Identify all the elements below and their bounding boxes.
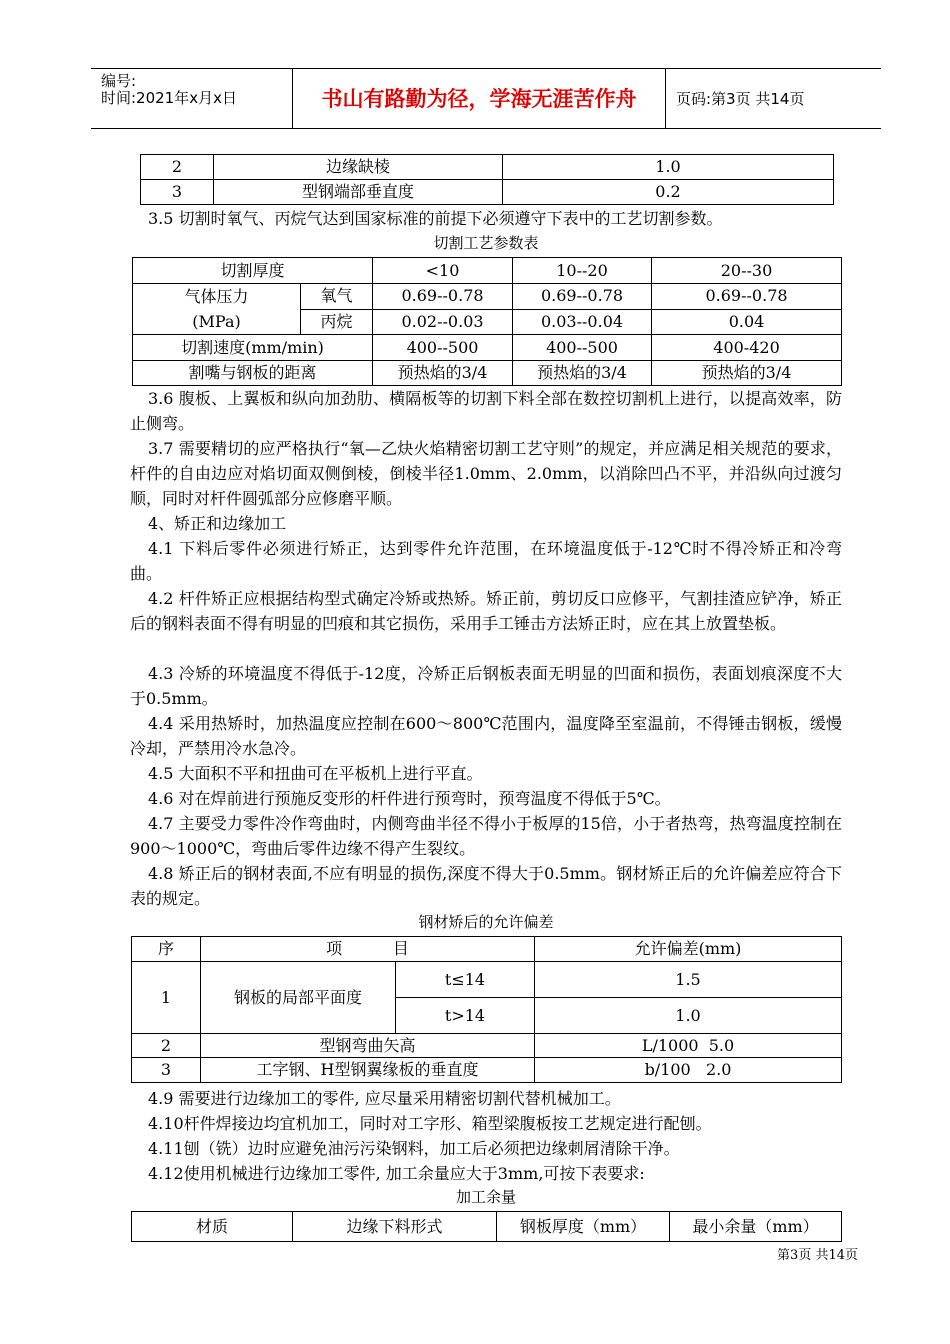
range-header: 10--20 (513, 258, 652, 284)
row-value: 0.2 (503, 180, 834, 205)
oxygen-value: 0.69--0.78 (513, 284, 652, 310)
paragraph-4-7: 4.7 主要受力零件冷作弯曲时，内侧弯曲半径不得小于板厚的15倍，小于者热弯，热弯温度控制在900～1000℃，弯曲后零件边缘不得产生裂纹。 (130, 814, 842, 858)
speed-value: 400--500 (373, 335, 513, 361)
table-row (133, 258, 842, 284)
table-row (132, 1212, 842, 1242)
row-item: 钢板的局部平面度 (201, 962, 396, 1034)
header-allowed-deviation: 允许偏差(mm) (535, 937, 842, 962)
propane-label: 丙烷 (301, 309, 373, 335)
row-value: 1.5 (535, 962, 842, 998)
row-number: 3 (141, 180, 214, 205)
paragraph-3-7: 3.7 需要精切的应严格执行“氧—乙炔火焰精密切割工艺守则”的规定，并应满足相关规范的要求，杆件的自由边应对焰切面双侧倒棱，倒棱半径1.0mm、2.0mm，以消除凹凸不平，并沿纵向过渡匀顺，同时对杆件圆弧部分应修磨平顺。 (130, 439, 842, 508)
row-item: 边缘缺棱 (214, 155, 503, 180)
table-row (141, 180, 834, 205)
paragraph-4-5: 4.5 大面积不平和扭曲可在平板机上进行平直。 (148, 764, 483, 783)
table-row (133, 284, 842, 310)
table-row (133, 361, 842, 386)
header-min-allowance: 最小余量（mm） (670, 1212, 842, 1242)
row-number: 2 (141, 155, 214, 180)
deviation-table (131, 936, 842, 1083)
gas-pressure-label-line2: (MPa) (192, 312, 241, 331)
paragraph-4-2: 4.2 杆件矫正应根据结构型式确定冷矫或热矫。矫正前，剪切反口应修平，气割挂渣应铲净，矫正后的钢料表面不得有明显的凹痕和其它损伤，采用手工锤击方法矫正时，应在其上放置垫板。 (130, 589, 842, 633)
paragraph-4-11: 4.11刨（铣）边时应避免油污污染钢料，加工后必须把边缘刺屑清除干净。 (148, 1139, 680, 1158)
range-header: <10 (373, 258, 513, 284)
cutting-parameter-table (132, 257, 842, 386)
paragraph-4-10: 4.10杆件焊接边均宜机加工，同时对工字形、箱型梁腹板按工艺规定进行配刨。 (148, 1114, 712, 1133)
table-row (141, 155, 834, 180)
propane-value: 0.03--0.04 (513, 309, 652, 335)
header-plate-thickness: 钢板厚度（mm） (497, 1212, 670, 1242)
row-number: 3 (132, 1058, 201, 1083)
nozzle-distance-value: 预热焰的3/4 (652, 361, 842, 386)
paragraph-4-9: 4.9 需要进行边缘加工的零件, 应尽量采用精密切割代替机械加工。 (148, 1089, 621, 1108)
row-number: 2 (132, 1034, 201, 1058)
row-value: b/100 2.0 (535, 1058, 842, 1083)
cut-table-caption: 切割工艺参数表 (433, 234, 539, 252)
header-bottom-rule (91, 128, 881, 129)
paragraph-4-1: 4.1 下料后零件必须进行矫正，达到零件允许范围，在环境温度低于-12℃时不得冷矫正和冷弯曲。 (130, 539, 842, 583)
header-material: 材质 (132, 1212, 293, 1242)
header-page-label: 页码:第3页 共14页 (676, 90, 805, 108)
speed-value: 400-420 (652, 335, 842, 361)
range-header: 20--30 (652, 258, 842, 284)
header-number: 序 (132, 937, 201, 962)
table-row (133, 335, 842, 361)
propane-value: 0.04 (652, 309, 842, 335)
row-item: 型钢弯曲矢高 (201, 1034, 535, 1058)
oxygen-label: 氧气 (301, 284, 373, 310)
row-value: 1.0 (503, 155, 834, 180)
row-value: 1.0 (535, 998, 842, 1034)
header-top-rule (91, 68, 881, 69)
row-number: 1 (132, 962, 201, 1034)
allowance-table-caption: 加工余量 (455, 1188, 516, 1206)
section-heading-4: 4、矫正和边缘加工 (148, 514, 287, 533)
paragraph-4-8: 4.8 矫正后的钢材表面,不应有明显的损伤,深度不得大于0.5mm。钢材矫正后的允许偏差应符合下表的规定。 (130, 864, 842, 908)
paragraph-4-12: 4.12使用机械进行边缘加工零件, 加工余量应大于3mm,可按下表要求: (148, 1164, 645, 1183)
row-value: L/1000 5.0 (535, 1034, 842, 1058)
machining-allowance-table (131, 1211, 842, 1242)
speed-value: 400--500 (513, 335, 652, 361)
paragraph-3-5: 3.5 切割时氧气、丙烷气达到国家标准的前提下必须遵守下表中的工艺切割参数。 (148, 209, 723, 228)
row-item: 工字钢、H型钢翼缘板的垂直度 (201, 1058, 535, 1083)
paragraph-4-4: 4.4 采用热矫时，加热温度应控制在600～800℃范围内，温度降至室温前，不得锤击钢板，缓慢冷却，严禁用冷水急冷。 (130, 714, 842, 758)
paragraph-4-6: 4.6 对在焊前进行预施反变形的杆件进行预弯时，预弯温度不得低于5℃。 (148, 789, 671, 808)
table-row (132, 1034, 842, 1058)
oxygen-value: 0.69--0.78 (373, 284, 513, 310)
nozzle-distance-value: 预热焰的3/4 (373, 361, 513, 386)
row-item: 型钢端部垂直度 (214, 180, 503, 205)
header-edge-form: 边缘下料形式 (293, 1212, 497, 1242)
header-motto: 书山有路勤为径，学海无涯苦作舟 (321, 87, 637, 111)
nozzle-distance-value: 预热焰的3/4 (513, 361, 652, 386)
table-row (132, 962, 842, 998)
row-condition: t≤14 (396, 962, 535, 998)
document-number-label: 编号: (101, 72, 137, 90)
speed-label: 切割速度(mm/min) (133, 335, 373, 361)
paragraph-3-6: 3.6 腹板、上翼板和纵向加劲肋、横隔板等的切割下料全部在数控切割机上进行，以提高效率，防止侧弯。 (130, 389, 842, 433)
deviation-table-caption: 钢材矫后的允许偏差 (418, 913, 554, 931)
oxygen-value: 0.69--0.78 (652, 284, 842, 310)
paragraph-4-3: 4.3 冷矫的环境温度不得低于-12度，冷矫正后钢板表面无明显的凹面和损伤，表面划痕深度不大于0.5mm。 (130, 664, 842, 708)
propane-value: 0.02--0.03 (373, 309, 513, 335)
row-condition: t>14 (396, 998, 535, 1034)
page-footer: 第3页 共14页 (777, 1248, 858, 1263)
document-time-label: 时间:2021年x月x日 (101, 89, 237, 107)
nozzle-distance-label: 割嘴与钢板的距离 (133, 361, 373, 386)
table-row (132, 1058, 842, 1083)
gas-pressure-label (133, 284, 301, 335)
table-row (132, 937, 842, 962)
thickness-header: 切割厚度 (133, 258, 373, 284)
header-item: 项 目 (201, 937, 535, 962)
gas-pressure-label-line1: 气体压力 (184, 287, 249, 306)
tolerance-table-continued (140, 154, 834, 205)
